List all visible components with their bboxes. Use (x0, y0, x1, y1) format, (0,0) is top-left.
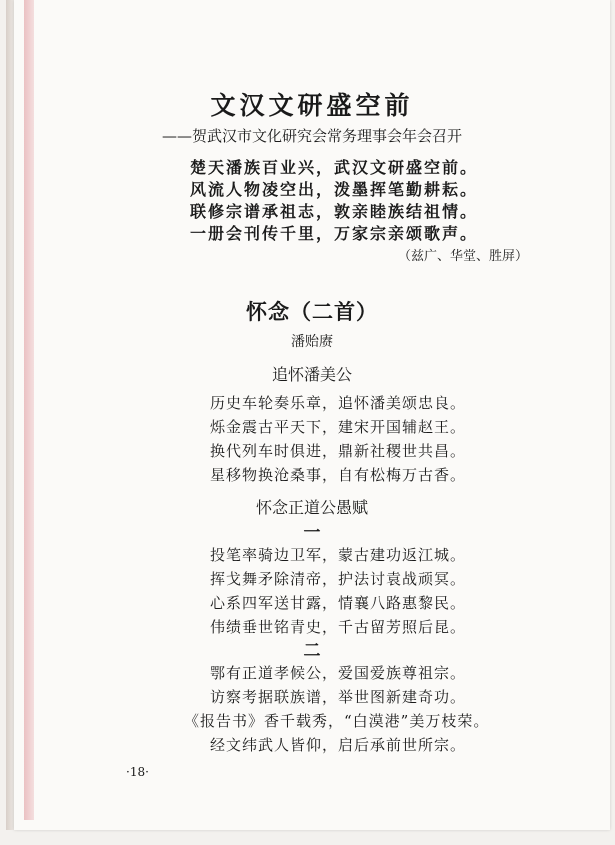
part2-s1-line-2: 挥戈舞矛除清帝，护法讨袁战顽冥。 (210, 570, 467, 588)
poem1-line-1: 楚天潘族百业兴，武汉文研盛空前。 (190, 158, 479, 177)
page-number: ·18· (126, 765, 149, 779)
poem1-subtitle: ——贺武汉市文化研究会常务理事会年会召开 (162, 127, 463, 145)
part2-s1-line-4: 伟绩垂世铭青史，千古留芳照后昆。 (210, 618, 467, 636)
part1-line-1: 历史车轮奏乐章，追怀潘美颂忠良。 (210, 394, 467, 412)
part1-line-3: 换代列车时俱进，鼎新社稷世共昌。 (210, 442, 467, 460)
part2-s1-line-3: 心系四军送甘露，情襄八路惠黎民。 (210, 594, 467, 612)
part1-line-4: 星移物换沧桑事，自有松梅万古香。 (210, 466, 467, 484)
part2-s1-line-1: 投笔率骑边卫军，蒙古建功返江城。 (210, 546, 467, 564)
part2-s2-line-4: 经文纬武人皆仰，启后承前世所宗。 (210, 736, 467, 754)
poem1-line-2: 风流人物凌空出，泼墨挥笔勤耕耘。 (190, 180, 479, 199)
part2-s2-line-1: 鄂有正道孝候公，爱国爱族尊祖宗。 (210, 664, 467, 682)
part2-s2-line-3: 《报告书》香千载秀，“白漠港”美万枝荣。 (184, 712, 490, 730)
poem2-part2-title: 怀念正道公愚赋 (255, 498, 368, 517)
poem2-title: 怀念（二首） (246, 299, 378, 324)
section-two-label: 二 (303, 641, 321, 661)
poem2-part1-title: 追怀潘美公 (271, 365, 352, 384)
section-one-label: 一 (303, 523, 321, 543)
page-edge (6, 0, 14, 830)
binding-strip (24, 0, 34, 820)
poem1-credit: （兹广、华堂、胜屏） (398, 249, 529, 264)
part2-s2-line-2: 访察考据联族谱，举世图新建奇功。 (210, 688, 467, 706)
poem1-line-4: 一册会刊传千里，万家宗亲颂歌声。 (190, 224, 479, 243)
part1-line-2: 烁金震古平天下，建宋开国辅赵王。 (210, 418, 467, 436)
poem2-author: 潘贻赓 (291, 334, 333, 350)
poem1-title: 文汉文研盛空前 (210, 91, 414, 120)
document-page (14, 0, 610, 830)
poem1-line-3: 联修宗谱承祖志，敦亲睦族结祖情。 (190, 202, 479, 221)
